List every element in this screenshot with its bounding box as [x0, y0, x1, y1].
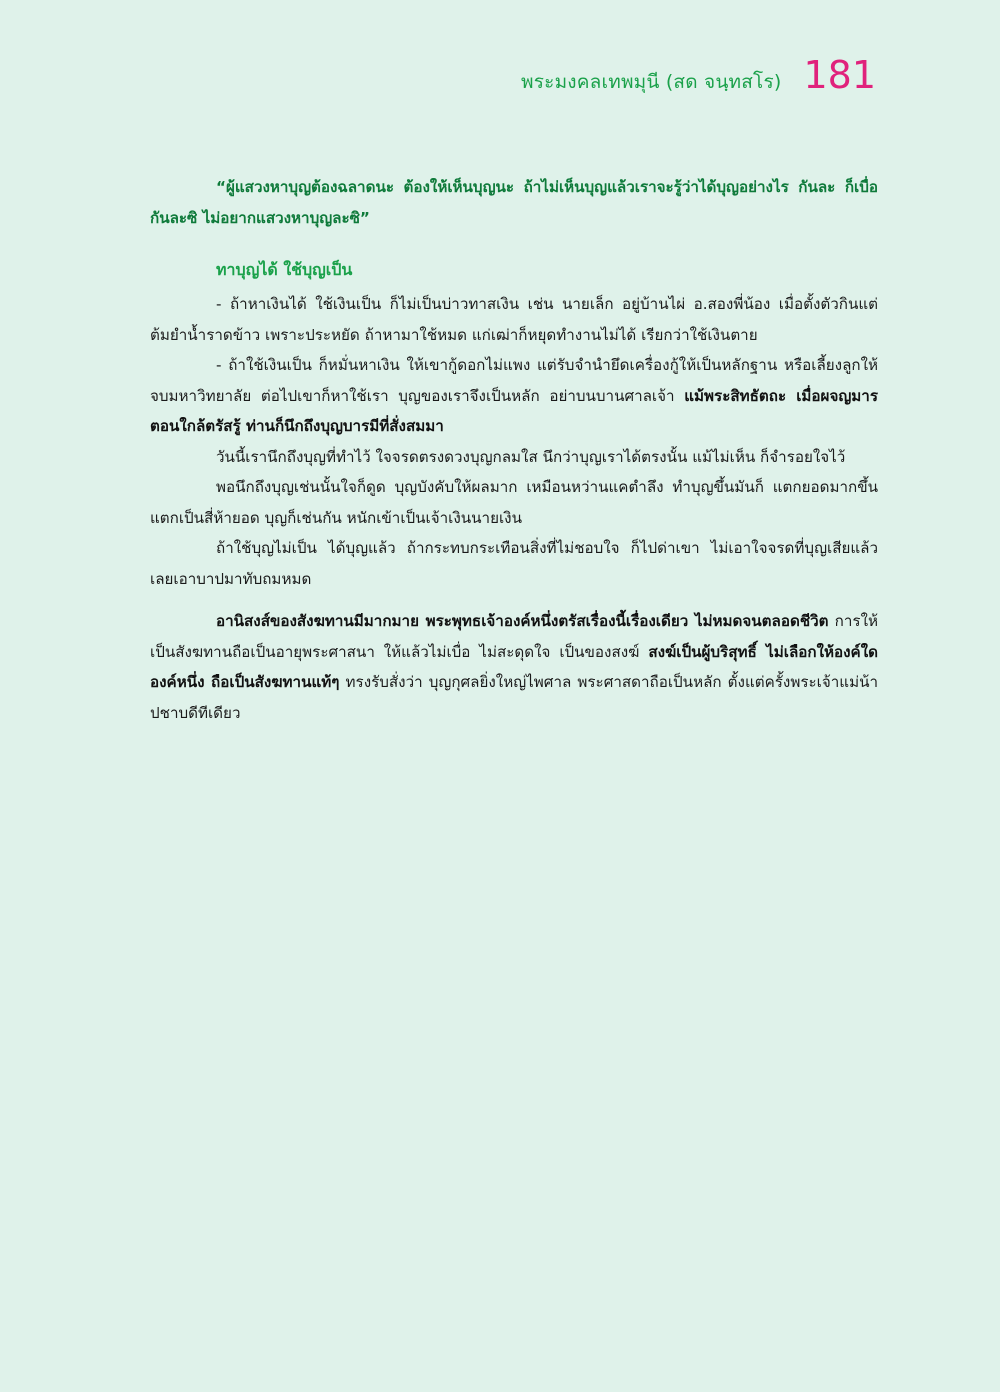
paragraph-5: ถ้าใช้บุญไม่เป็น ได้บุญแล้ว ถ้ากระทบกระเทือนสิ่งที่ไม่ชอบใจ ก็ไปด่าเขา ไม่เอาใจจรดที่บุญเสียแล้ว เลยเอาบาปมาทับถมหมด	[150, 539, 878, 588]
running-title: พระมงคลเทพมุนี (สด จนฺทสโร)	[521, 71, 782, 93]
paragraph-3: วันนี้เรานึกถึงบุญที่ทำไว้ ใจจรดตรงดวงบุญกลมใส นึกว่าบุญเราได้ตรงนั้น แม้ไม่เห็น ก็จำรอยใจไว้	[216, 447, 846, 466]
paragraph-2-text: - ถ้าใช้เงินเป็น ก็หมั่นหาเงิน ให้เขากู้ดอกไม่แพง แต่รับจำนำยึดเครื่องกู้ให้เป็นหลักฐาน หรือเลี้ยงลูกให้จบมหาวิทยาลัย ต่อไปเขาก็หาใช้เรา บุญของเราจึงเป็นหลัก อย่าบนบานศาลเจ้า	[150, 356, 878, 405]
running-header	[521, 53, 876, 97]
closing-bold-1: อานิสงส์ของสังฆทานมีมากมาย พระพุทธเจ้าองค์หนึ่งตรัสเรื่องนี้เรื่องเดียว ไม่หมดจนตลอดชีวิต	[216, 612, 829, 630]
page-number: 181	[803, 53, 876, 97]
paragraph-1: - ถ้าหาเงินได้ ใช้เงินเป็น ก็ไม่เป็นบ่าวทาสเงิน เช่น นายเล็ก อยู่บ้านไผ่ อ.สองพี่น้อง เมื่อตั้งตัวกินแต่ต้มยำน้ำราดข้าว เพราะประหยัด ถ้าหามาใช้หมด แก่เฒ่าก็หยุดทำงานไม่ได้ เรียกว่าใช้เงินตาย	[150, 295, 878, 344]
closing-bold-2: สงฆ์เป็นผู้บริสุทธิ์ ไม่เลือกให้องค์ใดองค์หนึ่ง ถือเป็นสังฆทานแท้ๆ	[150, 642, 878, 691]
paragraph-2	[150, 350, 878, 442]
page-body	[150, 172, 878, 728]
section-heading: ทาบุญได้ ใช้บุญเป็น	[216, 260, 353, 279]
paragraph-gap	[150, 594, 878, 606]
closing-text-1: การให้เป็นสังฆทานถือเป็นอายุพระศาสนา ให้แล้วไม่เบื่อ ไม่สะดุดใจ เป็นของสงฆ์	[150, 612, 878, 661]
closing-paragraph	[150, 606, 878, 728]
quote-paragraph: “ผู้แสวงหาบุญต้องฉลาดนะ ต้องให้เห็นบุญนะ ถ้าไม่เห็นบุญแล้วเราจะรู้ว่าได้บุญอย่างไร กันละ ก็เบื่อกันละซิ ไม่อยากแสวงหาบุญละซิ”	[150, 178, 878, 227]
paragraph-4: พอนึกถึงบุญเช่นนั้นใจก็ดูด บุญบังคับให้ผลมาก เหมือนหว่านแคตำลึง ทำบุญขึ้นมันก็ แตกยอดมากขึ้น แตกเป็นสี่ห้ายอด บุญก็เช่นกัน หนักเข้าเป็นเจ้าเงินนายเงิน	[150, 478, 878, 527]
closing-text-2: ทรงรับสั่งว่า บุญกุศลยิ่งใหญ่ไพศาล พระศาสดาถือเป็นหลัก ตั้งแต่ครั้งพระเจ้าแม่น้าปชาบดีทีเดียว	[150, 673, 878, 722]
paragraph-2-bold: แม้พระสิทธัตถะ เมื่อผจญมารตอนใกล้ตรัสรู้ ท่านก็นึกถึงบุญบารมีที่สั่งสมมา	[150, 386, 878, 435]
